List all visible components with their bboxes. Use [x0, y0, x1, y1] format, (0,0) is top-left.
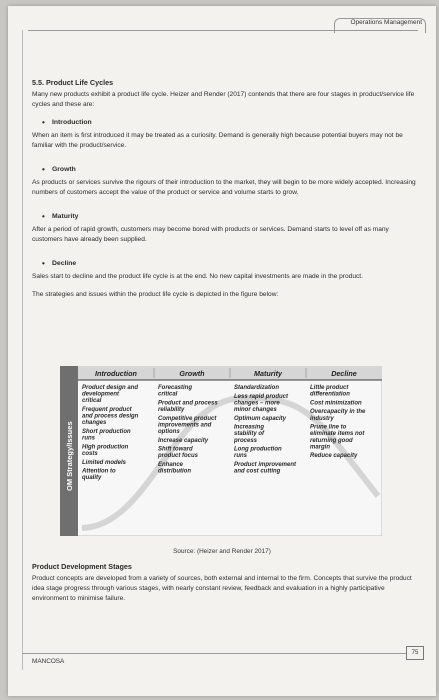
bullet-icon: •	[42, 212, 45, 221]
column-title: Introduction	[95, 369, 137, 378]
column-title: Decline	[331, 369, 357, 378]
development-text: Product concepts are developed from a variety of sources, both external and internal to the firm. Concepts that survive the product idea stage progress through various stages, with nearly constant review, feedback and evaluation in a highly participative environment to minimise failure.	[32, 575, 412, 602]
strategy-item: Long production runs	[234, 446, 282, 460]
document-page	[8, 6, 436, 696]
figure-intro: The strategies and issues within the product life cycle is depicted in the figure below:	[32, 291, 279, 298]
strategy-item: Little product differentiation	[310, 385, 350, 398]
figure-source: Source: (Heizer and Render 2017)	[173, 548, 271, 555]
strategy-item: Limited models	[82, 459, 127, 466]
stage-maturity	[32, 212, 420, 245]
plc-strategy-diagram	[60, 366, 382, 536]
section-heading: 5.5. Product Life Cycles	[32, 78, 114, 87]
strategy-item: Product design and development critical	[82, 385, 139, 405]
stage-title: Introduction	[52, 119, 92, 126]
left-margin-rule	[22, 30, 23, 670]
footer-rule	[22, 653, 422, 654]
strategy-item: Forecasting critical	[158, 385, 193, 398]
footer-brand: MANCOSA	[32, 658, 65, 665]
side-label: OM Strategy/Issues	[65, 421, 74, 491]
bullet-icon: •	[42, 118, 45, 127]
strategy-item: Cost minimization	[310, 400, 362, 407]
strategy-item: Enhance distribution	[158, 462, 191, 475]
strategy-item: Reduce capacity	[310, 453, 358, 460]
main-content	[32, 78, 420, 308]
stage-title: Maturity	[52, 213, 79, 220]
development-heading: Product Development Stages	[32, 562, 132, 571]
strategy-item: Overcapacity in the industry	[310, 409, 366, 422]
stage-text: As products or services survive the rigours of their introduction to the market, they will begin to be more widely accepted. Increasing numbers of customers accept the value of the product or service and volume starts to grow.	[32, 179, 416, 196]
page-number: 75	[406, 646, 424, 660]
strategy-item: Attention to quality	[82, 468, 116, 482]
bullet-icon: •	[42, 259, 45, 268]
strategy-item: Shift toward product focus	[158, 446, 198, 460]
strategy-item: Frequent product and process design changes	[82, 407, 139, 427]
development-section	[32, 562, 420, 604]
plc-strategy-figure	[60, 366, 382, 536]
stage-text: After a period of rapid growth, customers may become bored with products or services. Demand starts to level off as many customers have already been supplied.	[32, 226, 389, 243]
column-title: Growth	[179, 369, 205, 378]
strategy-item: High production costs	[82, 444, 129, 457]
stage-title: Growth	[52, 166, 76, 173]
strategy-item: Prune line to eliminate items not returning good margin	[310, 424, 365, 451]
running-header: Operations Management	[350, 19, 422, 26]
strategy-item: Optimum capacity	[234, 415, 287, 422]
strategy-item: Competitive product improvements and options	[158, 415, 217, 435]
strategy-item: Standardization	[234, 385, 280, 391]
stage-growth	[32, 165, 420, 198]
stage-text: When an item is first introduced it may be treated as a curiosity. Demand is generally high because potential buyers may not be familiar with the product/service.	[32, 132, 403, 149]
stage-decline	[32, 259, 420, 282]
bullet-icon: •	[42, 165, 45, 174]
stage-introduction	[32, 118, 420, 151]
strategy-item: Increase capacity	[158, 437, 209, 444]
strategy-item: Increasing stability of process	[234, 424, 265, 444]
section-intro: Many new products exhibit a product life cycle. Heizer and Render (2017) contends that there are four stages in product/service life cycles and these are:	[32, 91, 415, 108]
strategy-item: Product improvement and cost cutting	[234, 462, 297, 475]
strategy-item: Short production runs	[82, 429, 131, 442]
strategy-item: Less rapid product changes – more minor changes	[234, 393, 289, 413]
strategy-item: Product and process reliability	[158, 400, 218, 413]
stage-title: Decline	[52, 260, 77, 267]
stage-text: Sales start to decline and the product life cycle is at the end. No new capital investments are made in the product.	[32, 273, 363, 280]
column-title: Maturity	[254, 369, 282, 378]
